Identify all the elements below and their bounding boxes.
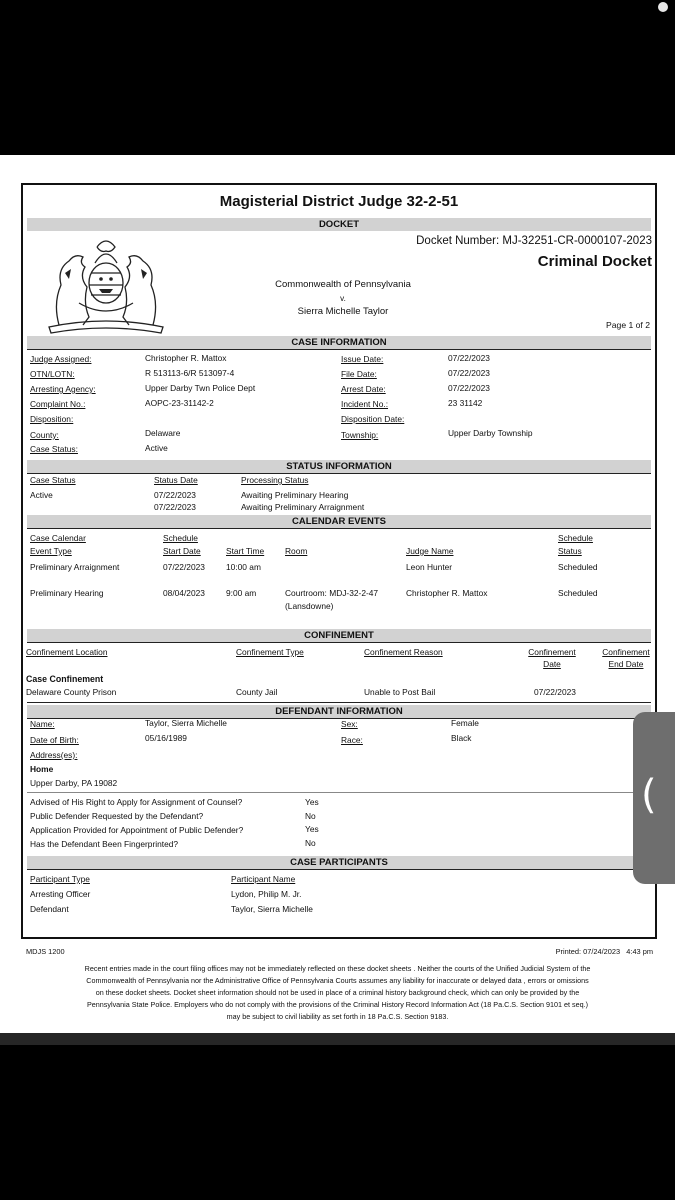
race-label: Race: [341, 735, 363, 745]
judge-assigned-value: Christopher R. Mattox [145, 353, 227, 363]
disposition-date-label: Disposition Date: [341, 414, 405, 424]
viewer-bottom-bar [0, 1033, 675, 1045]
answer-3: Yes [305, 824, 319, 834]
cal-row-2-date: 08/04/2023 [163, 588, 205, 598]
participant-col-type: Participant Type [30, 874, 90, 884]
chevron-left-icon: ( [641, 772, 657, 818]
caption-defendant: Sierra Michelle Taylor [297, 306, 389, 317]
conf-col-end-1: Confinement [602, 647, 650, 657]
calendar-events-bar [27, 515, 651, 528]
confinement-heading: CONFINEMENT [304, 630, 374, 641]
divider [27, 642, 651, 643]
arresting-agency-value: Upper Darby Twn Police Dept [145, 383, 256, 393]
address-value: Upper Darby, PA 19082 [30, 778, 118, 788]
divider [27, 702, 651, 703]
conf-row-type: County Jail [236, 687, 278, 697]
complaint-no-value: AOPC-23-31142-2 [145, 398, 214, 408]
cal-col-status: Status [558, 546, 582, 556]
cal-col-start-date: Start Date [163, 546, 201, 556]
docket-number: Docket Number: MJ-32251-CR-0000107-2023 [416, 235, 652, 247]
dob-value: 05/16/1989 [145, 733, 187, 743]
participant-2-type: Defendant [30, 904, 69, 914]
conf-col-date-1: Confinement [528, 647, 576, 657]
case-information-heading: CASE INFORMATION [291, 337, 387, 348]
name-value: Taylor, Sierra Michelle [145, 718, 227, 728]
county-value: Delaware [145, 428, 181, 438]
otn-value: R 513113-6/R 513097-4 [145, 368, 235, 378]
question-4: Has the Defendant Been Fingerprinted? [30, 839, 179, 849]
answer-1: Yes [305, 797, 319, 807]
case-confinement-subheading: Case Confinement [26, 674, 104, 684]
name-label: Name: [30, 719, 55, 729]
issue-date-label: Issue Date: [341, 354, 384, 364]
disclaimer-line-2: Commonwealth of Pennsylvania nor the Administrative Office of Pennsylvania Courts assumes any liability for inaccurate or delayed data , errors or omissions [86, 976, 589, 985]
arrest-date-label: Arrest Date: [341, 384, 386, 394]
status-dot [658, 2, 668, 12]
question-1: Advised of His Right to Apply for Assignment of Counsel? [30, 797, 243, 807]
conf-col-type: Confinement Type [236, 647, 304, 657]
disposition-label: Disposition: [30, 414, 74, 424]
conf-row-date: 07/22/2023 [534, 687, 576, 697]
form-id: MDJS 1200 [26, 947, 65, 956]
conf-col-location: Confinement Location [26, 647, 108, 657]
question-3: Application Provided for Appointment of Public Defender? [30, 825, 244, 835]
conf-row-reason: Unable to Post Bail [364, 687, 436, 697]
issue-date-value: 07/22/2023 [448, 353, 490, 363]
caption-plaintiff: Commonwealth of Pennsylvania [275, 279, 411, 290]
status-information-heading: STATUS INFORMATION [286, 461, 392, 472]
defendant-information-bar [27, 705, 651, 718]
cal-row-2-room-location: (Lansdowne) [285, 601, 334, 611]
cal-col-judge: Judge Name [406, 546, 454, 556]
divider [27, 349, 651, 350]
docket-sheet [21, 183, 657, 939]
disclaimer-line-3: on these docket sheets. Docket sheet information should not be used in place of a criminal history background check, which can only be provided by the [95, 988, 580, 997]
participant-2-name: Taylor, Sierra Michelle [231, 904, 313, 914]
question-2: Public Defender Requested by the Defendant? [30, 811, 204, 821]
complaint-no-label: Complaint No.: [30, 399, 86, 409]
docket-type: Criminal Docket [537, 253, 652, 270]
cal-row-2-judge: Christopher R. Mattox [406, 588, 488, 598]
township-label: Township: [341, 430, 379, 440]
cal-row-1-judge: Leon Hunter [406, 562, 453, 572]
cal-row-1-event: Preliminary Arraignment [30, 562, 120, 572]
confinement-bar [27, 629, 651, 642]
otn-label: OTN/LOTN: [30, 369, 75, 379]
divider [27, 792, 651, 793]
status-col-processing: Processing Status [241, 475, 309, 485]
case-participants-heading: CASE PARTICIPANTS [290, 857, 388, 868]
status-row-1-date: 07/22/2023 [154, 490, 196, 500]
divider [27, 528, 651, 529]
county-label: County: [30, 430, 59, 440]
file-date-value: 07/22/2023 [448, 368, 490, 378]
conf-col-date-2: Date [543, 659, 561, 669]
incident-no-label: Incident No.: [341, 399, 389, 409]
divider [27, 869, 651, 870]
cal-col-start-time: Start Time [226, 546, 265, 556]
status-row-2-date: 07/22/2023 [154, 502, 196, 512]
status-row-1-status: Active [30, 490, 53, 500]
caption-versus: v. [340, 294, 346, 303]
disclaimer-line-4: Pennsylvania State Police. Employers who do not comply with the provisions of the Criminal History Record Information Act (18 Pa.C.S. Section 9101 et seq.) [87, 1000, 588, 1009]
cal-row-2-status: Scheduled [558, 588, 598, 598]
cal-col-schedule-2: Schedule [558, 533, 593, 543]
case-participants-bar [27, 856, 651, 869]
participant-1-type: Arresting Officer [30, 889, 91, 899]
cal-col-event-type: Event Type [30, 546, 72, 556]
status-col-status-date: Status Date [154, 475, 198, 485]
docket-bar [27, 218, 651, 231]
answer-4: No [305, 838, 316, 848]
cal-row-1-status: Scheduled [558, 562, 598, 572]
defendant-information-heading: DEFENDANT INFORMATION [275, 706, 403, 717]
participant-1-name: Lydon, Philip M. Jr. [231, 889, 302, 899]
race-value: Black [451, 733, 472, 743]
pennsylvania-seal-icon [39, 233, 173, 335]
page-number: Page 1 of 2 [606, 320, 650, 330]
answer-2: No [305, 811, 316, 821]
cal-col-case-calendar: Case Calendar [30, 533, 86, 543]
calendar-events-heading: CALENDAR EVENTS [292, 516, 386, 527]
township-value: Upper Darby Township [448, 428, 533, 438]
printed-timestamp: Printed: 07/24/2023 4:43 pm [555, 947, 653, 956]
cal-row-2-time: 9:00 am [226, 588, 257, 598]
file-date-label: File Date: [341, 369, 377, 379]
sex-label: Sex: [341, 719, 358, 729]
status-row-2-processing: Awaiting Preliminary Arraignment [241, 502, 365, 512]
disclaimer-line-1: Recent entries made in the court filing offices may not be immediately reflected on these docket sheets . Neither the courts of the Unified Judicial System of the [84, 964, 591, 973]
case-information-bar [27, 336, 651, 349]
address-type: Home [30, 764, 54, 774]
cal-col-schedule: Schedule [163, 533, 198, 543]
cal-row-2-event: Preliminary Hearing [30, 588, 104, 598]
divider [27, 473, 651, 474]
cal-col-room: Room [285, 546, 308, 556]
participant-col-name: Participant Name [231, 874, 296, 884]
conf-col-reason: Confinement Reason [364, 647, 443, 657]
cal-row-1-time: 10:00 am [226, 562, 261, 572]
sex-value: Female [451, 718, 479, 728]
incident-no-value: 23 31142 [448, 398, 483, 408]
conf-row-location: Delaware County Prison [26, 687, 117, 697]
cal-row-1-date: 07/22/2023 [163, 562, 205, 572]
side-panel-handle[interactable] [633, 712, 675, 884]
status-col-case-status: Case Status [30, 475, 76, 485]
status-row-1-processing: Awaiting Preliminary Hearing [241, 490, 349, 500]
addresses-label: Address(es): [30, 750, 78, 760]
dob-label: Date of Birth: [30, 735, 79, 745]
arresting-agency-label: Arresting Agency: [30, 384, 96, 394]
arrest-date-value: 07/22/2023 [448, 383, 490, 393]
court-title: Magisterial District Judge 32-2-51 [219, 193, 459, 210]
docket-label: DOCKET [318, 219, 360, 230]
case-status-value: Active [145, 443, 168, 453]
disclaimer-line-5: may be subject to civil liability as set forth in 18 Pa.C.S. Section 9183. [226, 1012, 449, 1021]
judge-assigned-label: Judge Assigned: [30, 354, 92, 364]
divider [27, 718, 651, 719]
conf-col-end-2: End Date [608, 659, 644, 669]
case-status-label: Case Status: [30, 444, 78, 454]
status-information-bar [27, 460, 651, 473]
cal-row-2-room: Courtroom: MDJ-32-2-47 [285, 588, 379, 598]
